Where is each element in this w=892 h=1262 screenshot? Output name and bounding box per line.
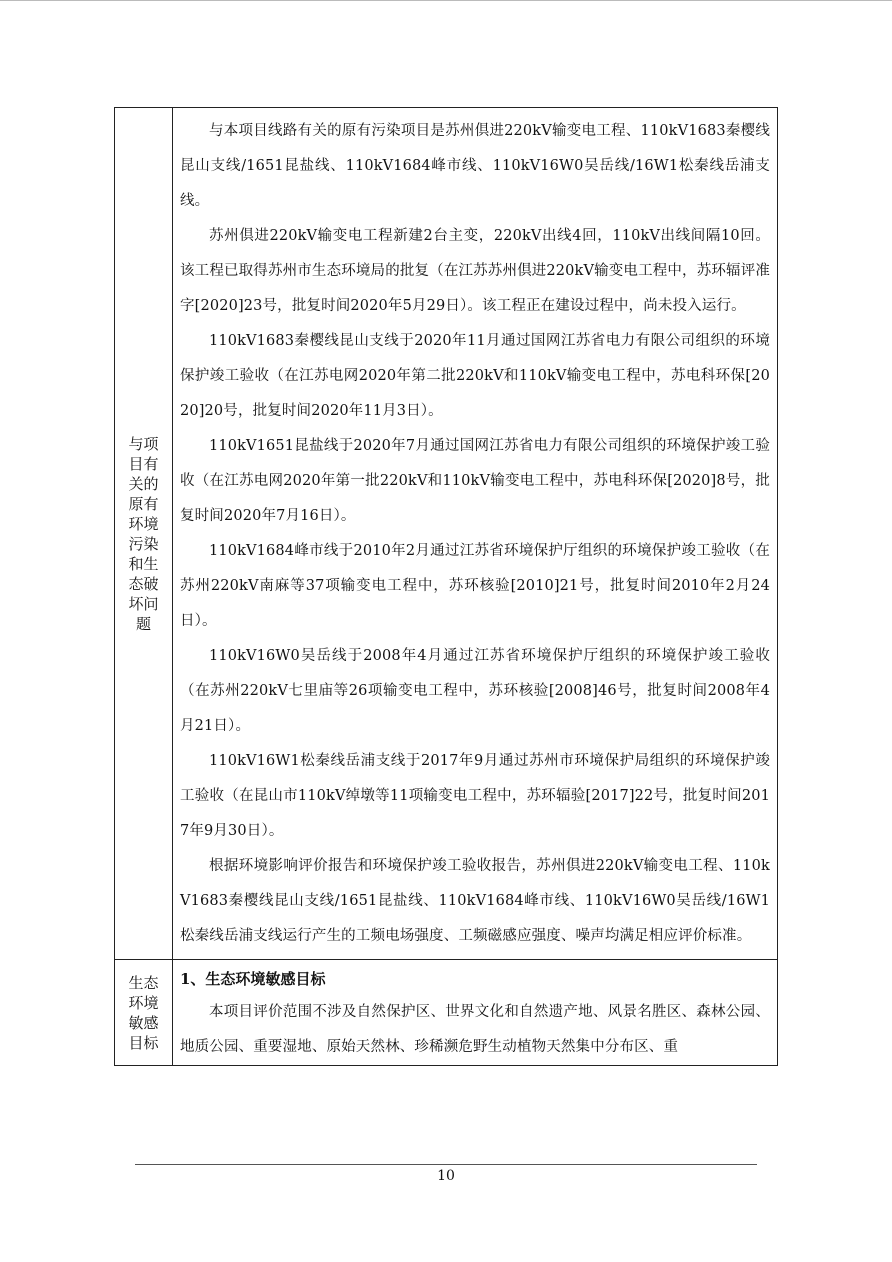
paragraph-1684-line: 110kV1684峰市线于2010年2月通过江苏省环境保护厅组织的环境保护竣工验收（在苏州220kV南麻等37项输变电工程中，苏环核验[2010]21号，批复时间2010年2月24日）。 xyxy=(180,543,770,629)
paragraph-1683-line: 110kV1683秦樱线昆山支线于2020年11月通过国网江苏省电力有限公司组织的环境保护竣工验收（在江苏电网2020年第二批220kV和110kV输变电工程中，苏电科环保[2020]20号，批复时间2020年11月3日）。 xyxy=(180,333,770,419)
paragraph-juijin-220kv: 苏州倶进220kV输变电工程新建2台主变，220kV出线4回，110kV出线间隔10回。该工程已取得苏州市生态环境局的批复（在江苏苏州倶进220kV输变电工程中，苏环辐评准字[2020]23号，批复时间2020年5月29日）。该工程正在建设过程中，尚未投入运行。 xyxy=(180,228,770,314)
paragraph-1651-line: 110kV1651昆盐线于2020年7月通过国网江苏省电力有限公司组织的环境保护竣工验收（在江苏电网2020年第一批220kV和110kV输变电工程中，苏电科环保[2020]8号，批复时间2020年7月16日）。 xyxy=(180,438,770,524)
row-content-cell xyxy=(173,108,778,960)
assessment-table xyxy=(114,107,778,1066)
paragraph-related-projects: 与本项目线路有关的原有污染项目是苏州倶进220kV输变电工程、110kV1683秦樱线昆山支线/1651昆盐线、110kV1684峰市线、110kV16W0吴岳线/16W1松秦线岳浦支线。 xyxy=(180,123,770,209)
top-page-border xyxy=(0,0,892,1)
paragraph-sensitive-scope: 本项目评价范围不涉及自然保护区、世界文化和自然遗产地、风景名胜区、森林公园、地质公园、重要湿地、原始天然林、珍稀濒危野生动植物天然集中分布区、重 xyxy=(180,1004,770,1055)
row-label-sensitive-targets: 生态环境敏感目标 xyxy=(128,973,159,1052)
row-content-cell xyxy=(173,960,778,1066)
paragraph-conclusion: 根据环境影响评价报告和环境保护竣工验收报告，苏州倶进220kV输变电工程、110kV1683秦樱线昆山支线/1651昆盐线、110kV1684峰市线、110kV16W0吴岳线/16W1松秦线岳浦支线运行产生的工频电场强度、工频磁感应强度、噪声均满足相应评价标准。 xyxy=(180,858,770,944)
table-row-sensitive-targets xyxy=(115,960,778,1066)
paragraph-16w0-line: 110kV16W0吴岳线于2008年4月通过江苏省环境保护厅组织的环境保护竣工验收（在苏州220kV七里庙等26项输变电工程中，苏环核验[2008]46号，批复时间2008年4月21日）。 xyxy=(180,648,770,734)
row-label-cell xyxy=(115,960,173,1066)
paragraph-16w1-line: 110kV16W1松秦线岳浦支线于2017年9月通过苏州市环境保护局组织的环境保护竣工验收（在昆山市110kV绰墩等11项输变电工程中，苏环辐验[2017]22号，批复时间2017年9月30日）。 xyxy=(180,753,770,839)
row-label-cell xyxy=(115,108,173,960)
table-row-existing-pollution xyxy=(115,108,778,960)
page-number: 10 xyxy=(437,1168,455,1184)
section-heading: 1、生态环境敏感目标 xyxy=(180,970,326,988)
row-label-existing-pollution: 与项目有关的原有环境污染和生态破坏问题 xyxy=(128,434,159,633)
footer-rule xyxy=(135,1164,757,1165)
